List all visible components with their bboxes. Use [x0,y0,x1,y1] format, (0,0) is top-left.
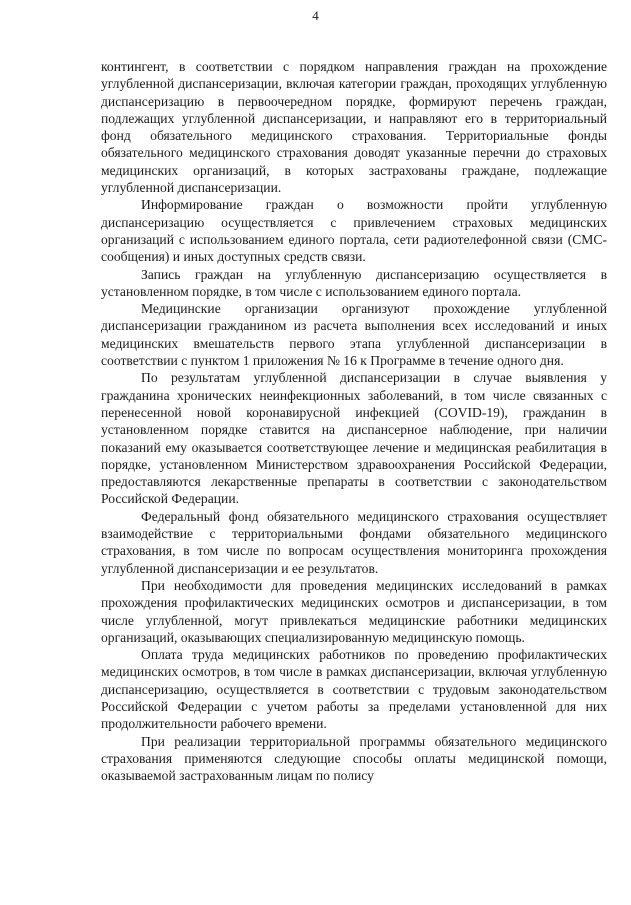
paragraph-payment: Оплата труда медицинских работников по проведению профилактических медицинских осмотров, в том числе в рамках диспансеризации, включая углубленную диспансеризацию, осуществляется в соответствии с трудовым законодательством Российской Федерации с учетом работы за пределами установленной для них продолжительности рабочего времени. [101,647,607,732]
paragraph-payment-methods: При реализации территориальной программы обязательного медицинского страхования применяются следующие способы оплаты медицинской помощи, оказываемой застрахованным лицам по полису [101,733,607,784]
paragraph-medical-workers: При необходимости для проведения медицинских исследований в рамках прохождения профилактических медицинских осмотров и диспансеризации, в том числе углубленной, могут привлекаться медицинские работники медицинских организаций, оказывающих специализированную медицинскую помощь. [101,577,607,645]
paragraph-registration: Запись граждан на углубленную диспансеризацию осуществляется в установленном порядке, в том числе с использованием единого портала. [101,266,607,299]
document-body [101,58,607,784]
page-number: 4 [312,8,319,23]
paragraph-informing: Информирование граждан о возможности пройти углубленную диспансеризацию осуществляется с привлечением страховых медицинских организаций с использованием единого портала, сети радиотелефонной связи (СМС-сообщения) и иных доступных средств связи. [101,197,607,265]
paragraph-federal-fund: Федеральный фонд обязательного медицинского страхования осуществляет взаимодействие с территориальными фондами обязательного медицинского страхования, в том числе по вопросам осуществления мониторинга прохождения углубленной диспансеризации и ее результатов. [101,508,607,576]
paragraph-continuation: контингент, в соответствии с порядком направления граждан на прохождение углубленной диспансеризации, включая категории граждан, проходящих углубленную диспансеризацию в первоочередном порядке, формируют перечень граждан, подлежащих углубленной диспансеризации, и направляют его в территориальный фонд обязательного медицинского страхования. Территориальные фонды обязательного медицинского страхования доводят указанные перечни до страховых медицинских организаций, в которых застрахованы граждане, подлежащие углубленной диспансеризации. [101,59,607,196]
paragraph-organization: Медицинские организации организуют прохождение углубленной диспансеризации гражданином из расчета выполнения всех исследований и иных медицинских вмешательств первого этапа углубленной диспансеризации в соответствии с пунктом 1 приложения № 16 к Программе в течение одного дня. [101,301,607,369]
paragraph-results: По результатам углубленной диспансеризации в случае выявления у гражданина хронических неинфекционных заболеваний, в том числе связанных с перенесенной новой коронавирусной инфекцией (COVID-19), гражданин в установленном порядке ставится на диспансерное наблюдение, при наличии показаний ему оказывается соответствующее лечение и медицинская реабилитация в порядке, установленном Министерством здравоохранения Российской Федерации, предоставляются лекарственные препараты в соответствии с законодательством Российской Федерации. [101,370,607,507]
